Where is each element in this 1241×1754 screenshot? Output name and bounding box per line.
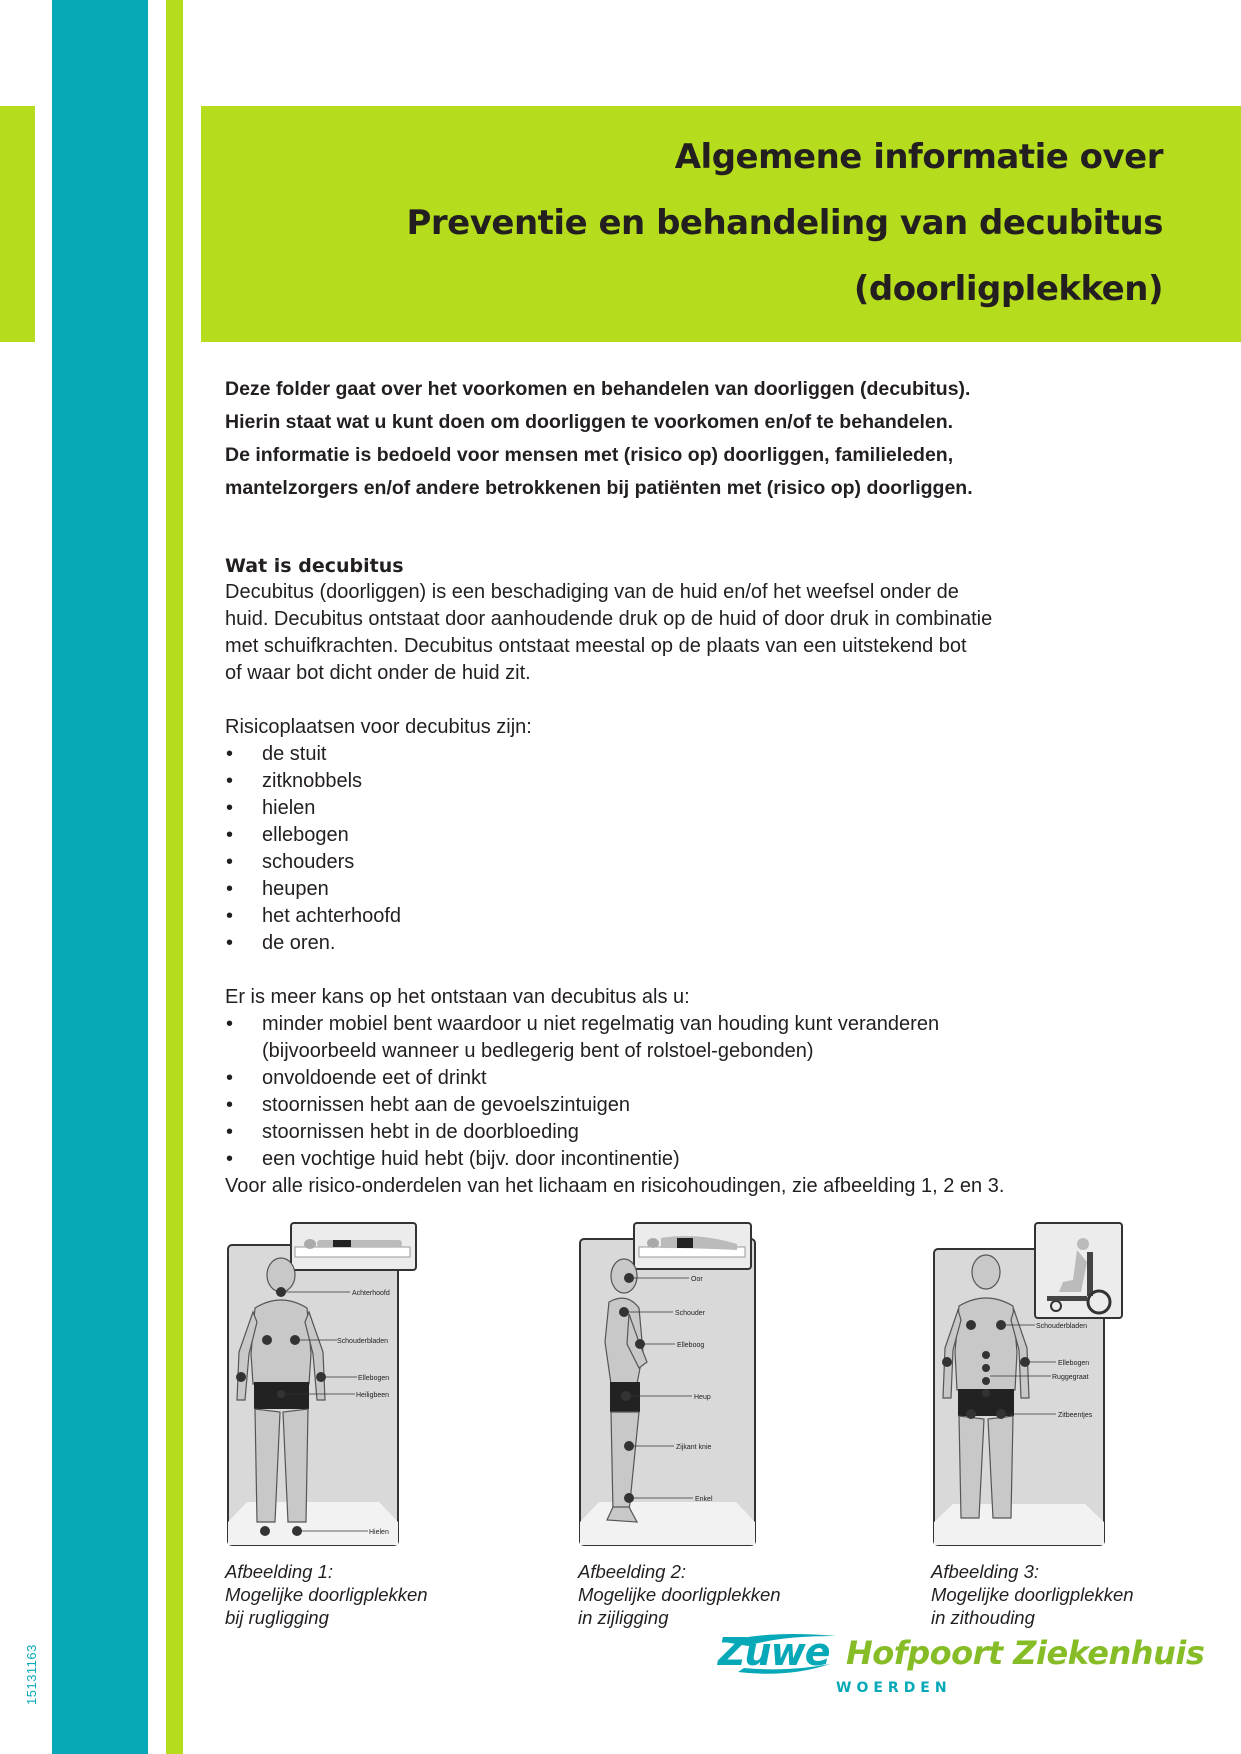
- hospital-logo: [718, 1628, 1205, 1708]
- list-item: • zitknobbels: [225, 768, 1165, 795]
- label-zijkant-knie: Zijkant knie: [676, 1444, 712, 1451]
- lime-side-bar: [166, 0, 183, 1754]
- intro-line: De informatie is bedoeld voor mensen met (risico op) doorliggen, familieleden,: [225, 444, 954, 466]
- label-schouderbladen: Schouderbladen: [337, 1338, 388, 1345]
- label-oor: Oor: [691, 1276, 703, 1283]
- document-code: 15131163: [24, 1644, 39, 1705]
- intro-line: mantelzorgers en/of andere betrokkenen bij patiënten met (risico op) doorliggen.: [225, 477, 973, 499]
- logo-location: WOERDEN: [836, 1680, 952, 1696]
- figure-caption: [578, 1560, 781, 1629]
- figure-side: [577, 1222, 777, 1552]
- title-banner: [201, 106, 1241, 342]
- figure-caption: [931, 1560, 1134, 1629]
- list-item: • onvoldoende eet of drinkt: [225, 1065, 1165, 1092]
- risk-factors-list: [225, 1011, 1165, 1173]
- list-item: • ellebogen: [225, 822, 1165, 849]
- intro-line: Hierin staat wat u kunt doen om doorliggen te voorkomen en/of te behandelen.: [225, 411, 954, 433]
- label-achterhoofd: Achterhoofd: [352, 1290, 390, 1297]
- logo-hospital-name: Hofpoort Ziekenhuis: [846, 1634, 1205, 1672]
- intro-line: Deze folder gaat over het voorkomen en behandelen van doorliggen (decubitus).: [225, 378, 971, 400]
- label-heup: Heup: [694, 1394, 711, 1401]
- label-ruggegraat: Ruggegraat: [1052, 1374, 1089, 1381]
- section-heading: Wat is decubitus: [225, 555, 404, 577]
- list-item: [225, 1011, 1165, 1065]
- paragraph-line: met schuifkrachten. Decubitus ontstaat meestal op de plaats van een uitstekend bot: [225, 635, 967, 657]
- page-title: [406, 124, 1163, 322]
- label-ellebogen: Ellebogen: [1058, 1360, 1090, 1367]
- list-item-text: (bijvoorbeeld wanneer u bedlegerig bent of rolstoel-gebonden): [262, 1040, 814, 1062]
- caption-line: Mogelijke doorligplekken: [931, 1584, 1134, 1605]
- list-item: • een vochtige huid hebt (bijv. door incontinentie): [225, 1146, 1165, 1173]
- label-elleboog: Elleboog: [677, 1342, 705, 1349]
- title-line: Preventie en behandeling van decubitus: [406, 203, 1163, 243]
- caption-line: in zithouding: [931, 1607, 1035, 1628]
- label-ellebogen: Ellebogen: [358, 1375, 390, 1382]
- risk-factors-intro: Er is meer kans op het ontstaan van decubitus als u:: [225, 986, 690, 1008]
- section-wat-is-decubitus: [225, 553, 1165, 1200]
- figure-caption: [225, 1560, 428, 1629]
- definition-paragraph: [225, 579, 1165, 687]
- label-heiligbeen: Heiligbeen: [356, 1392, 390, 1399]
- teal-side-bar: [52, 0, 148, 1754]
- logo-zuwe: Zuwe: [718, 1630, 830, 1674]
- list-item: • de stuit: [225, 741, 1165, 768]
- risk-places-list: [225, 741, 1165, 957]
- figure-supine: [225, 1222, 425, 1552]
- list-item: • heupen: [225, 876, 1165, 903]
- caption-line: Afbeelding 2:: [578, 1561, 687, 1582]
- caption-line: in zijligging: [578, 1607, 669, 1628]
- title-line: Algemene informatie over: [674, 137, 1163, 177]
- list-item: • stoornissen hebt in de doorbloeding: [225, 1119, 1165, 1146]
- list-item: • hielen: [225, 795, 1165, 822]
- left-accent-bar: [0, 106, 35, 342]
- risk-places-intro: Risicoplaatsen voor decubitus zijn:: [225, 716, 532, 738]
- list-item: • stoornissen hebt aan de gevoelszintuigen: [225, 1092, 1165, 1119]
- label-schouder: Schouder: [675, 1310, 705, 1317]
- paragraph-line: Decubitus (doorliggen) is een beschadiging van de huid en/of het weefsel onder de: [225, 581, 959, 603]
- caption-line: Mogelijke doorligplekken: [225, 1584, 428, 1605]
- list-item-text: minder mobiel bent waardoor u niet regelmatig van houding kunt veranderen: [262, 1013, 940, 1035]
- list-item: • de oren.: [225, 930, 1165, 957]
- intro-paragraph: [225, 373, 1125, 505]
- figure-seated: [931, 1222, 1131, 1552]
- closing-sentence: Voor alle risico-onderdelen van het lichaam en risicohoudingen, zie afbeelding 1, 2 en 3.: [225, 1175, 1005, 1197]
- paragraph-line: of waar bot dicht onder de huid zit.: [225, 662, 531, 684]
- label-enkel: Enkel: [695, 1496, 713, 1503]
- caption-line: Mogelijke doorligplekken: [578, 1584, 781, 1605]
- paragraph-line: huid. Decubitus ontstaat door aanhoudende druk op de huid of door druk in combinatie: [225, 608, 993, 630]
- label-hielen: Hielen: [369, 1529, 389, 1536]
- label-zitbeentjes: Zitbeentjes: [1058, 1412, 1093, 1419]
- label-schouderbladen: Schouderbladen: [1036, 1323, 1087, 1330]
- caption-line: Afbeelding 1:: [225, 1561, 334, 1582]
- title-line: (doorligplekken): [853, 269, 1163, 309]
- list-item: • schouders: [225, 849, 1165, 876]
- list-item: • het achterhoofd: [225, 903, 1165, 930]
- caption-line: Afbeelding 3:: [931, 1561, 1040, 1582]
- caption-line: bij rugligging: [225, 1607, 329, 1628]
